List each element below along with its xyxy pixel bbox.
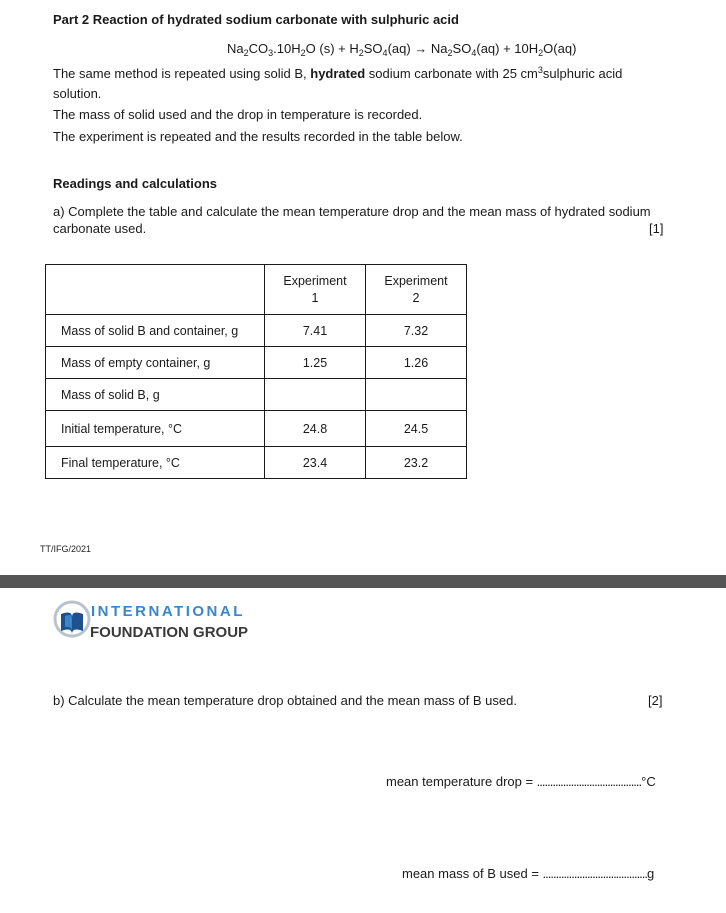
table-row xyxy=(46,379,467,411)
intro-line-3: The mass of solid used and the drop in temperature is recorded. xyxy=(53,107,423,122)
table-row xyxy=(46,411,467,447)
page-divider xyxy=(0,575,726,588)
readings-heading: Readings and calculations xyxy=(53,176,217,191)
row-label: Final temperature, °C xyxy=(46,447,265,479)
row-label: Mass of solid B and container, g xyxy=(46,315,265,347)
logo-text-foundation-group: FOUNDATION GROUP xyxy=(90,624,249,641)
row-exp1-blank[interactable] xyxy=(265,379,366,411)
answer-mean-mass[interactable]: mean mass of B used = ........................................g xyxy=(402,866,655,881)
row-exp2-value: 7.32 xyxy=(366,315,467,347)
row-exp1-value: 1.25 xyxy=(265,347,366,379)
row-exp2-value: 24.5 xyxy=(366,411,467,447)
row-exp1-value: 23.4 xyxy=(265,447,366,479)
table-row xyxy=(46,315,467,347)
table-header-empty xyxy=(46,265,265,315)
intro-line-4: The experiment is repeated and the results recorded in the table below. xyxy=(53,129,463,144)
intro-line-2: solution. xyxy=(53,86,102,101)
row-exp2-value: 1.26 xyxy=(366,347,467,379)
intro-line-1: The same method is repeated using solid B, hydrated sodium carbonate with 25 $cm^3sulphuric$ acid xyxy=(53,65,623,81)
row-exp1-value: 24.8 xyxy=(265,411,366,447)
chemical-equation: $Na_2CO_3.10H_2O$ $(s) + H_2SO_4(aq) \to Na_2SO_4(aq) + 10H_2O(aq)$ xyxy=(227,41,577,58)
row-label: Mass of solid B, g xyxy=(46,379,265,411)
question-a-line-1: a) Complete the table and calculate the mean temperature drop and the mean mass of hydrated sodium xyxy=(53,204,651,219)
table-row xyxy=(46,347,467,379)
table-header-exp2: Experiment 2 xyxy=(366,265,467,315)
row-exp2-blank[interactable] xyxy=(366,379,467,411)
question-b-marks: [2] xyxy=(648,693,663,708)
table-header-row xyxy=(46,265,467,315)
question-b-text: b) Calculate the mean temperature drop obtained and the mean mass of B used. xyxy=(53,693,517,708)
question-a-marks: [1] xyxy=(649,221,664,236)
row-exp2-value: 23.2 xyxy=(366,447,467,479)
row-exp1-value: 7.41 xyxy=(265,315,366,347)
globe-book-logo-icon xyxy=(52,598,92,640)
footer-code: TT/IFG/2021 xyxy=(40,544,92,554)
table-row xyxy=(46,447,467,479)
row-label: Initial temperature, °C xyxy=(46,411,265,447)
row-label: Mass of empty container, g xyxy=(46,347,265,379)
question-a-line-2: carbonate used. xyxy=(53,221,147,236)
answer-temperature-drop[interactable]: mean temperature drop = ........................................°C xyxy=(386,774,656,789)
logo-text-international: INTERNATIONAL xyxy=(91,603,245,620)
results-table xyxy=(45,264,467,479)
table-header-exp1: Experiment 1 xyxy=(265,265,366,315)
part-heading: Part 2 Reaction of hydrated sodium carbonate with sulphuric acid xyxy=(53,12,459,27)
